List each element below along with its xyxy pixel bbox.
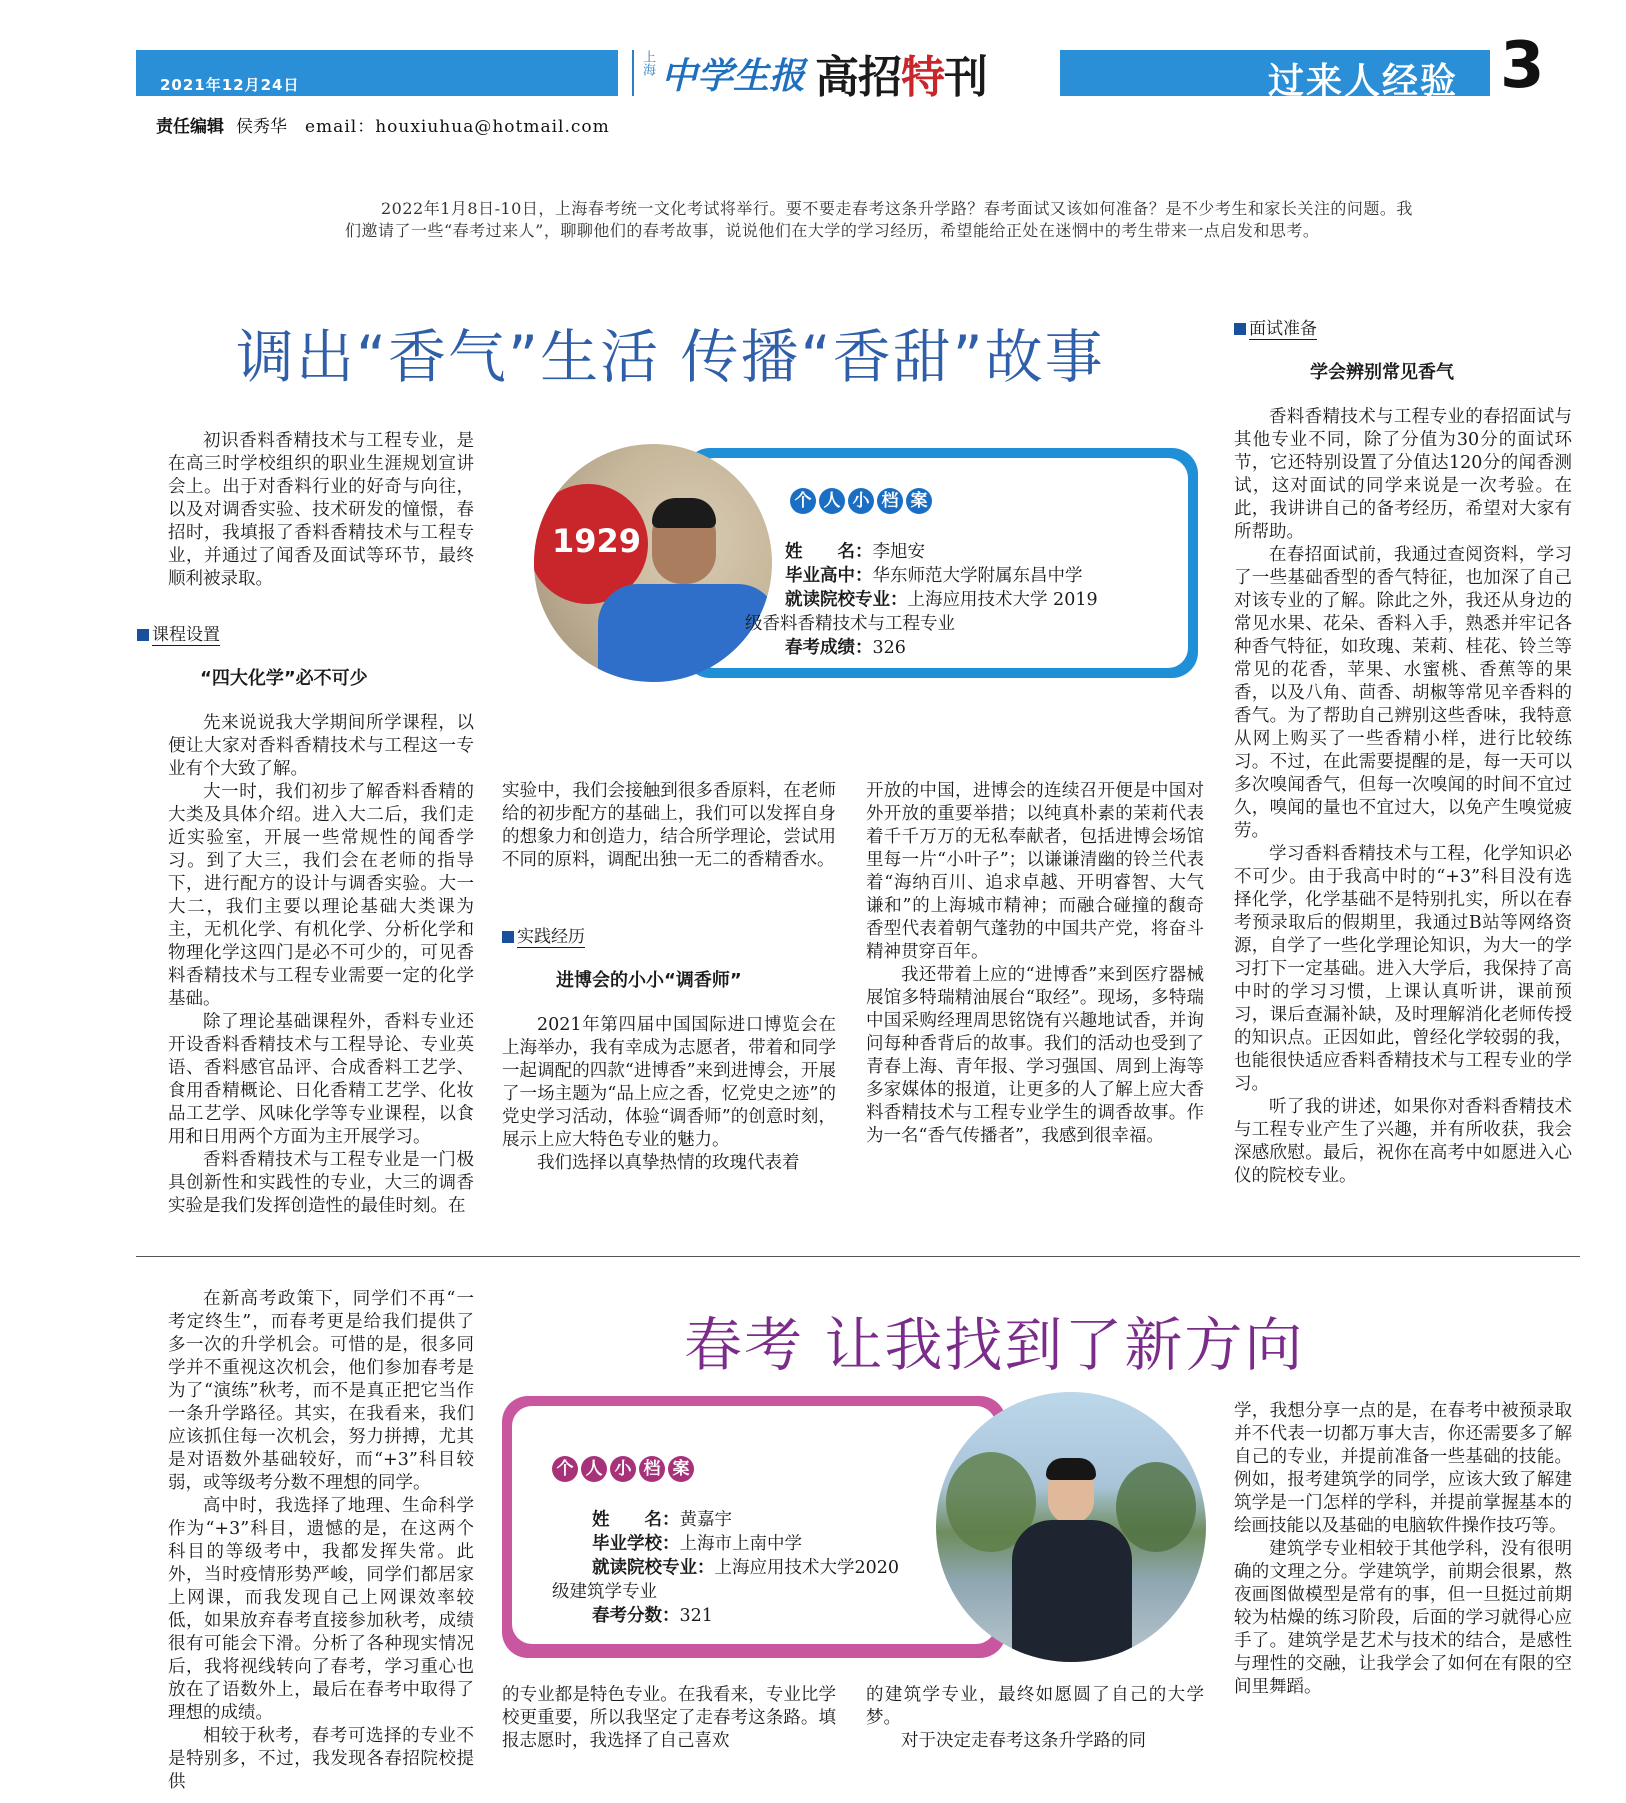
paragraph: 对于决定走春考这条升学路的同 bbox=[901, 1731, 1146, 1751]
editor-email: email：houxiuhua@hotmail.com bbox=[305, 117, 610, 137]
profile-photo-2 bbox=[936, 1392, 1206, 1662]
profile-name-row: 姓 名：黄嘉宇 bbox=[592, 1510, 732, 1530]
paragraph: 相较于秋考，春考可选择的专业不是特别多，不过，我发现各春招院校提供 bbox=[168, 1726, 474, 1792]
article2-col4 bbox=[1234, 1400, 1572, 1699]
tag-char: 小 bbox=[610, 1456, 636, 1482]
paragraph: 先来说说我大学期间所学课程，以便让大家对香料香精技术与工程这一专业有个大致了解。 bbox=[168, 713, 474, 779]
article1-intro bbox=[168, 430, 474, 591]
article1-col2b bbox=[502, 1014, 836, 1175]
paragraph: 香料香精技术与工程专业是一门极具创新性和实践性的专业，大三的调香实验是我们发挥创造性的最佳时刻。在 bbox=[168, 1150, 474, 1216]
article1-headline: 调出“香气”生活 传播“香甜”故事 bbox=[236, 323, 1105, 391]
paragraph: 在春招面试前，我通过查阅资料，学习了一些基础香型的香气特征，也加深了自己对该专业的了解。除此之外，我还从身边的常见水果、花朵、香料入手，熟悉并牢记各种香气特征，如玫瑰、茉莉、桂花、铃兰等常见的花香，苹果、水蜜桃、香蕉等的果香，以及八角、茴香、胡椒等常见辛香料的香气。为了帮助自己辨别这些香味，我特意从网上购买了一些香精小样，进行比较练习。不过，在此需要提醒的是，每一天可以多次嗅闻香气，但每一次嗅闻的时间不宜过久，嗅闻的量也不宜过大，以免产生嗅觉疲劳。 bbox=[1234, 545, 1572, 841]
lead-paragraph: 2022年1月8日-10日，上海春考统一文化考试将举行。要不要走春考这条升学路？春考面试又该如何准备？是不少考生和家长关注的问题。我们邀请了一些“春考过来人”，聊聊他们的春考故事，说说他们在大学的学习经历，希望能给正处在迷惘中的考生带来一点启发和思考。 bbox=[345, 199, 1413, 240]
paragraph: 开放的中国，进博会的连续召开便是中国对外开放的重要举措；以纯真朴素的茉莉代表着千千万万的无私奉献者，包括进博会场馆里每一片“小叶子”；以谦谦清幽的铃兰代表着“海纳百川、追求卓越、开明睿智、大气谦和”的上海城市精神；而融合碰撞的馥奇香型代表着朝气蓬勃的中国共产党，将奋斗精神贯穿百年。 bbox=[866, 781, 1204, 962]
profile-1-fields bbox=[745, 540, 1185, 660]
profile-school-row: 毕业高中：华东师范大学附属东昌中学 bbox=[785, 566, 1083, 586]
paragraph: 在新高考政策下，同学们不再“一考定终生”，而春考更是给我们提供了多一次的升学机会。可惜的是，很多同学并不重视这次机会，他们参加春考是为了“演练”秋考，而不是真正把它当作一条升学路径。其实，在我看来，我们应该抓住每一次机会，努力拼搏，尤其是对语数外基础较好，而“+3”科目较弱，或等级考分数不理想的同学。 bbox=[168, 1289, 474, 1493]
paragraph: 高中时，我选择了地理、生命科学作为“+3”科目，遗憾的是，在这两个科目的等级考中，我都发挥失常。此外，当时疫情形势严峻，同学们都居家上网课，而我发现自己上网课效率较低，如果放弃春考直接参加秋考，成绩很有可能会下滑。分析了各种现实情况后，我将视线转向了春考，学习重心也放在了语数外上，最后在春考中取得了理想的成绩。 bbox=[168, 1496, 474, 1723]
issue-date: 2021年12月24日 bbox=[160, 76, 300, 94]
section-label-interview: 面试准备 bbox=[1234, 314, 1317, 339]
tag-char: 人 bbox=[819, 488, 845, 514]
tag-char: 档 bbox=[639, 1456, 665, 1482]
section-name: 过来人经验 bbox=[1267, 61, 1458, 102]
paragraph: 听了我的讲述，如果你对香料香精技术与工程专业产生了兴趣，并有所收获，我会深感欣慰。最后，祝你在高考中如愿进入心仪的院校专业。 bbox=[1234, 1097, 1572, 1186]
article1-col1 bbox=[168, 712, 474, 1218]
article1-col3 bbox=[866, 780, 1204, 1148]
person-hair bbox=[1046, 1458, 1096, 1480]
article1-col4 bbox=[1234, 406, 1572, 1188]
profile-2-fields bbox=[552, 1508, 952, 1628]
article2-headline: 春考 让我找到了新方向 bbox=[684, 1311, 1305, 1379]
article1-col2 bbox=[502, 780, 836, 872]
paragraph: 我还带着上应的“进博香”来到医疗器械展馆多特瑞精油展台“取经”。现场，多特瑞中国采购经理周思铭饶有兴趣地试香，并询问每种香背后的故事。我们的活动也受到了青春上海、青年报、学习强国、周到上海等多家媒体的报道，让更多的人了解上应大香料香精技术与工程专业学生的调香故事。作为一名“香气传播者”，我感到很幸福。 bbox=[866, 965, 1204, 1146]
paragraph: 的建筑学专业，最终如愿圆了自己的大学梦。 bbox=[866, 1685, 1204, 1728]
masthead bbox=[632, 46, 988, 103]
masthead-city: 上海 bbox=[632, 50, 657, 96]
masthead-special-part3: 刊 bbox=[944, 52, 988, 103]
paragraph: 2021年第四届中国国际进口博览会在上海举办，我有幸成为志愿者，带着和同学一起调配的四款“进博香”来到进博会，开展了一场主题为“品上应之香，忆党史之迹”的党史学习活动，体验“调香师”的创意时刻，展示上应大特色专业的魅力。 bbox=[502, 1015, 836, 1150]
tag-char: 案 bbox=[668, 1456, 694, 1482]
masthead-special-part2: 特 bbox=[901, 52, 945, 103]
paragraph: 学，我想分享一点的是，在春考中被预录取并不代表一切都万事大吉，你还需要多了解自己的专业，并提前准备一些基础的技能。例如，报考建筑学的同学，应该大致了解建筑学是一门怎样的学科，并提前掌握基本的绘画技能以及基础的电脑软件操作技巧等。 bbox=[1234, 1401, 1572, 1536]
tag-char: 档 bbox=[877, 488, 903, 514]
tag-char: 个 bbox=[552, 1456, 578, 1482]
profile-school-row: 毕业学校：上海市上南中学 bbox=[592, 1534, 802, 1554]
masthead-special-part1: 高招 bbox=[815, 52, 902, 103]
subheading-practice: 进博会的小小“调香师” bbox=[556, 970, 742, 991]
editor-line bbox=[156, 112, 610, 137]
paragraph: 初识香料香精技术与工程专业，是在高三时学校组织的职业生涯规划宣讲会上。出于对香料行业的好奇与向往，以及对调香实验、技术研发的憧憬，春招时，我填报了香料香精技术与工程专业，并通过了闻香及面试等环节，最终顺利被录取。 bbox=[168, 431, 474, 589]
tree-right bbox=[1116, 1462, 1196, 1552]
profile-college-cont: 级建筑学专业 bbox=[552, 1582, 657, 1602]
profile-tag-2 bbox=[552, 1456, 694, 1482]
exhibit-badge-text: 1929 bbox=[552, 522, 642, 560]
article2-col2 bbox=[502, 1684, 836, 1753]
editor-label: 责任编辑 bbox=[156, 117, 224, 137]
article2-col1 bbox=[168, 1288, 474, 1794]
tag-char: 案 bbox=[906, 488, 932, 514]
paragraph: 大一时，我们初步了解香料香精的大类及具体介绍。进入大二后，我们走近实验室，开展一些常规性的闻香学习。到了大三，我们会在老师的指导下，进行配方的设计与调香实验。大一大二，我们主要以理论基础大类课为主，无机化学、有机化学、分析化学和物理化学这四门是必不可少的，可见香料香精技术与工程专业需要一定的化学基础。 bbox=[168, 782, 474, 1009]
paragraph: 我们选择以真挚热情的玫瑰代表着 bbox=[537, 1153, 800, 1173]
profile-college-row: 就读院校专业：上海应用技术大学2020 bbox=[592, 1558, 900, 1578]
masthead-special-issue bbox=[815, 41, 987, 105]
tag-char: 人 bbox=[581, 1456, 607, 1482]
paragraph: 的专业都是特色专业。在我看来，专业比学校更重要，所以我坚定了走春考这条路。填报志愿时，我选择了自己喜欢 bbox=[502, 1685, 836, 1751]
paragraph: 实验中，我们会接触到很多香原料，在老师给的初步配方的基础上，我们可以发挥自身的想象力和创造力，结合所学理论，尝试用不同的原料，调配出独一无二的香精香水。 bbox=[502, 781, 836, 870]
paragraph: 学习香料香精技术与工程，化学知识必不可少。由于我高中时的“+3”科目没有选择化学，化学基础不是特别扎实，所以在春考预录取后的假期里，我通过B站等网络资源，自学了一些化学理论知识，为大一的学习打下一定基础。进入大学后，我保持了高中时的学习习惯，上课认真听讲，课前预习，课后查漏补缺，及时理解消化老师传授的知识点。正因如此，曾经化学较弱的我，也能很快适应香料香精技术与工程专业的学习。 bbox=[1234, 844, 1572, 1094]
page-number: 3 bbox=[1500, 29, 1545, 103]
tag-char: 个 bbox=[790, 488, 816, 514]
profile-photo-1 bbox=[534, 444, 772, 682]
tag-char: 小 bbox=[848, 488, 874, 514]
profile-score-row: 春考分数：321 bbox=[592, 1606, 713, 1626]
paragraph: 香料香精技术与工程专业的春招面试与其他专业不同，除了分值为30分的面试环节，它还特别设置了分值达120分的闻香测试，这对面试的同学来说是一次考验。在此，我讲讲自己的备考经历，希望对大家有所帮助。 bbox=[1234, 407, 1572, 542]
square-bullet-icon bbox=[1234, 323, 1246, 335]
subheading-interview: 学会辨别常见香气 bbox=[1310, 362, 1454, 383]
masthead-paper-name: 中学生报 bbox=[661, 54, 806, 97]
profile-name-row: 姓 名：李旭安 bbox=[785, 542, 925, 562]
editor-name: 侯秀华 bbox=[236, 117, 287, 137]
profile-tag-1 bbox=[790, 488, 932, 514]
profile-college-cont: 级香料香精技术与工程专业 bbox=[745, 614, 955, 634]
person-jacket bbox=[1012, 1520, 1132, 1662]
article2-col3 bbox=[866, 1684, 1204, 1753]
section-label-practice: 实践经历 bbox=[502, 922, 585, 947]
paragraph: 建筑学专业相较于其他学科，没有很明确的文理之分。学建筑学，前期会很累，熬夜画图做模型是常有的事，但一旦挺过前期较为枯燥的练习阶段，后面的学习就得心应手了。建筑学是艺术与技术的结合，是感性与理性的交融，让我学会了如何在有限的空间里舞蹈。 bbox=[1234, 1539, 1572, 1697]
square-bullet-icon bbox=[137, 629, 149, 641]
profile-college-row: 就读院校专业：上海应用技术大学 2019 bbox=[785, 590, 1098, 610]
section-label-courses: 课程设置 bbox=[137, 620, 220, 645]
subheading-courses: “四大化学”必不可少 bbox=[200, 668, 368, 689]
article-divider bbox=[136, 1256, 1580, 1257]
paragraph: 除了理论基础课程外，香料专业还开设香料香精技术与工程导论、专业英语、香料感官品评、合成香料工艺学、食用香精概论、日化香精工艺学、化妆品工艺学、风味化学等专业课程，以食用和日用两个方面为主开展学习。 bbox=[168, 1012, 474, 1147]
person-hair bbox=[652, 498, 716, 528]
square-bullet-icon bbox=[502, 931, 514, 943]
profile-score-row: 春考成绩：326 bbox=[785, 638, 906, 658]
